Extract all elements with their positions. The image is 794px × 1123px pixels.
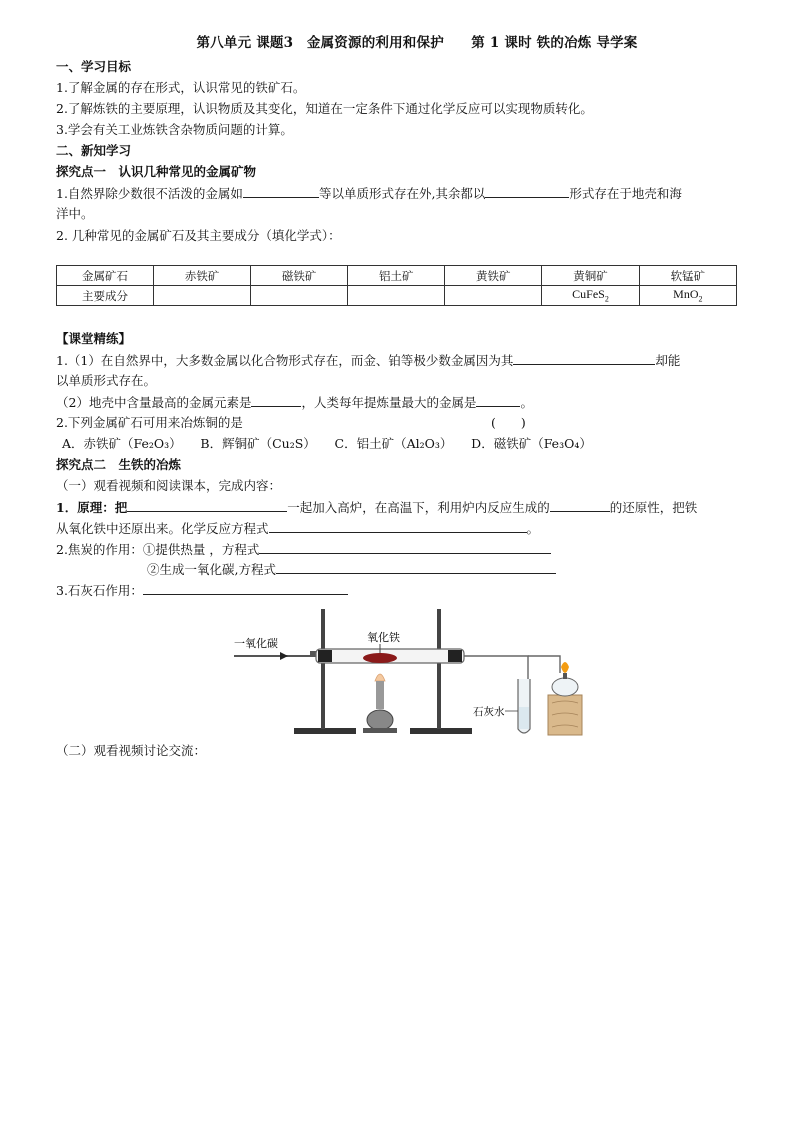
question-text: 2. 几种常见的金属矿石及其主要成分（填化学式）： xyxy=(56,228,341,243)
question-line xyxy=(56,352,680,369)
formula-text: MnO xyxy=(673,287,699,302)
answer-blank[interactable] xyxy=(513,352,655,365)
question-text: 1.（1）在自然界中，大多数金属以化合物形式存在，而金、铂等极少数金属因为其 xyxy=(56,353,514,368)
answer-cell[interactable] xyxy=(348,286,445,306)
co-label: 一氧化碳 xyxy=(234,638,278,650)
question-text: ②生成一氧化碳,方程式 xyxy=(147,562,276,577)
ore-table xyxy=(56,265,737,306)
table-row-label: 主要成分 xyxy=(57,286,154,306)
burner-base xyxy=(363,728,397,733)
question-text: 一起加入高炉，在高温下，利用炉内反应生成的 xyxy=(287,500,550,515)
section-heading-new: 二、新知学习 xyxy=(56,143,132,158)
alcohol-lamp xyxy=(552,678,578,696)
choice-options: A．赤铁矿（Fe₂O₃） B．辉铜矿（Cu₂S） C．铝土矿（Al₂O₃） D．磁铁矿（Fe₃O₄） xyxy=(62,436,592,451)
table-header-cell: 赤铁矿 xyxy=(154,266,251,286)
goal-item: 3.学会有关工业炼铁含杂物质问题的计算。 xyxy=(56,122,293,137)
answer-blank[interactable] xyxy=(485,185,569,198)
table-row xyxy=(57,266,737,286)
table-row xyxy=(57,286,737,306)
exhaust-tube xyxy=(528,656,560,673)
question-text: 1.自然界除少数很不活泼的金属如 xyxy=(56,186,243,201)
answer-blank[interactable] xyxy=(143,582,348,595)
answer-paren[interactable]: ( ) xyxy=(491,415,526,430)
answer-blank[interactable] xyxy=(269,520,527,533)
lamp-flame-icon xyxy=(561,662,569,673)
question-line xyxy=(147,561,556,578)
question-text: ，人类每年提炼量最大的金属是 xyxy=(301,395,477,410)
burner-flame-icon xyxy=(375,674,385,681)
practice-heading: 【课堂精练】 xyxy=(56,331,132,346)
formula-cell xyxy=(639,286,736,306)
question-line xyxy=(56,499,697,516)
question-text: 的还原性，把铁 xyxy=(609,500,698,515)
table-header-cell: 软锰矿 xyxy=(639,266,736,286)
section-heading-goals: 一、学习目标 xyxy=(56,59,132,74)
limewater-label: 石灰水 xyxy=(473,707,505,718)
question-line xyxy=(56,185,682,202)
question-text: 形式存在于地壳和海 xyxy=(569,186,682,201)
question-line xyxy=(56,520,539,537)
formula-cell xyxy=(542,286,639,306)
question-line xyxy=(56,541,551,558)
stand-rod-left xyxy=(321,609,325,729)
answer-blank[interactable] xyxy=(251,394,301,407)
iron-oxide-powder xyxy=(363,653,397,663)
answer-blank[interactable] xyxy=(550,499,610,512)
question-text: 等以单质形式存在外,其余都以 xyxy=(318,186,486,201)
question-text: 。 xyxy=(520,395,533,410)
question-text: 洋中。 xyxy=(56,206,94,221)
goal-item: 2.了解炼铁的主要原理，认识物质及其变化，知道在一定条件下通过化学反应可以实现物质转化。 xyxy=(56,101,593,116)
page-title: 第八单元 课题3 金属资源的利用和保护 第 1 课时 铁的冶炼 导学案 xyxy=(196,35,638,51)
subsection-heading: （一）观看视频和阅读课本，完成内容： xyxy=(56,478,282,493)
formula-text: CuFeS xyxy=(572,287,605,302)
question-text: 1．原理：把 xyxy=(56,500,128,515)
answer-cell[interactable] xyxy=(445,286,542,306)
table-header-cell: 磁铁矿 xyxy=(251,266,348,286)
question-text: 3.石灰石作用： xyxy=(56,583,143,598)
burner-body xyxy=(367,710,393,730)
question-text: 。 xyxy=(526,521,540,536)
table-header-cell: 黄铜矿 xyxy=(542,266,639,286)
stopper-right xyxy=(448,650,462,662)
explore-heading-1: 探究点一 认识几种常见的金属矿物 xyxy=(56,164,257,179)
goal-item: 1.了解金属的存在形式，认识常见的铁矿石。 xyxy=(56,80,306,95)
formula-subscript: 2 xyxy=(604,294,609,304)
flow-arrow-icon xyxy=(280,652,288,660)
iron-smelting-apparatus xyxy=(230,603,594,738)
question-text: 从氧化铁中还原出来。化学反应方程式 xyxy=(56,521,269,536)
formula-subscript: 2 xyxy=(698,294,703,304)
stopper-left xyxy=(318,650,332,662)
table-header-cell: 黄铁矿 xyxy=(445,266,542,286)
explore-heading-2: 探究点二 生铁的冶炼 xyxy=(56,457,182,472)
limewater xyxy=(519,707,529,729)
fe2o3-label: 氧化铁 xyxy=(367,632,400,644)
question-line xyxy=(56,582,348,599)
question-text: 2.下列金属矿石可用来冶炼铜的是 xyxy=(56,415,243,430)
apparatus-diagram xyxy=(230,603,594,738)
answer-blank[interactable] xyxy=(276,561,556,574)
table-header-cell: 铝土矿 xyxy=(348,266,445,286)
answer-blank[interactable] xyxy=(127,499,287,512)
answer-cell[interactable] xyxy=(251,286,348,306)
answer-cell[interactable] xyxy=(154,286,251,306)
stand-rod-right xyxy=(437,609,441,729)
question-line xyxy=(56,394,533,411)
question-text: 2.焦炭的作用：①提供热量 ，方程式 xyxy=(56,542,260,557)
question-text: （2）地壳中含量最高的金属元素是 xyxy=(56,395,252,410)
question-text: 却能 xyxy=(655,353,681,368)
question-text: 以单质形式存在。 xyxy=(56,373,157,388)
subsection-heading: （二）观看视频讨论交流： xyxy=(56,743,207,758)
answer-blank[interactable] xyxy=(243,185,319,198)
burner-barrel xyxy=(376,681,384,709)
table-header-cell: 金属矿石 xyxy=(57,266,154,286)
answer-blank[interactable] xyxy=(259,541,551,554)
answer-blank[interactable] xyxy=(476,394,520,407)
lamp-wick xyxy=(563,673,567,679)
